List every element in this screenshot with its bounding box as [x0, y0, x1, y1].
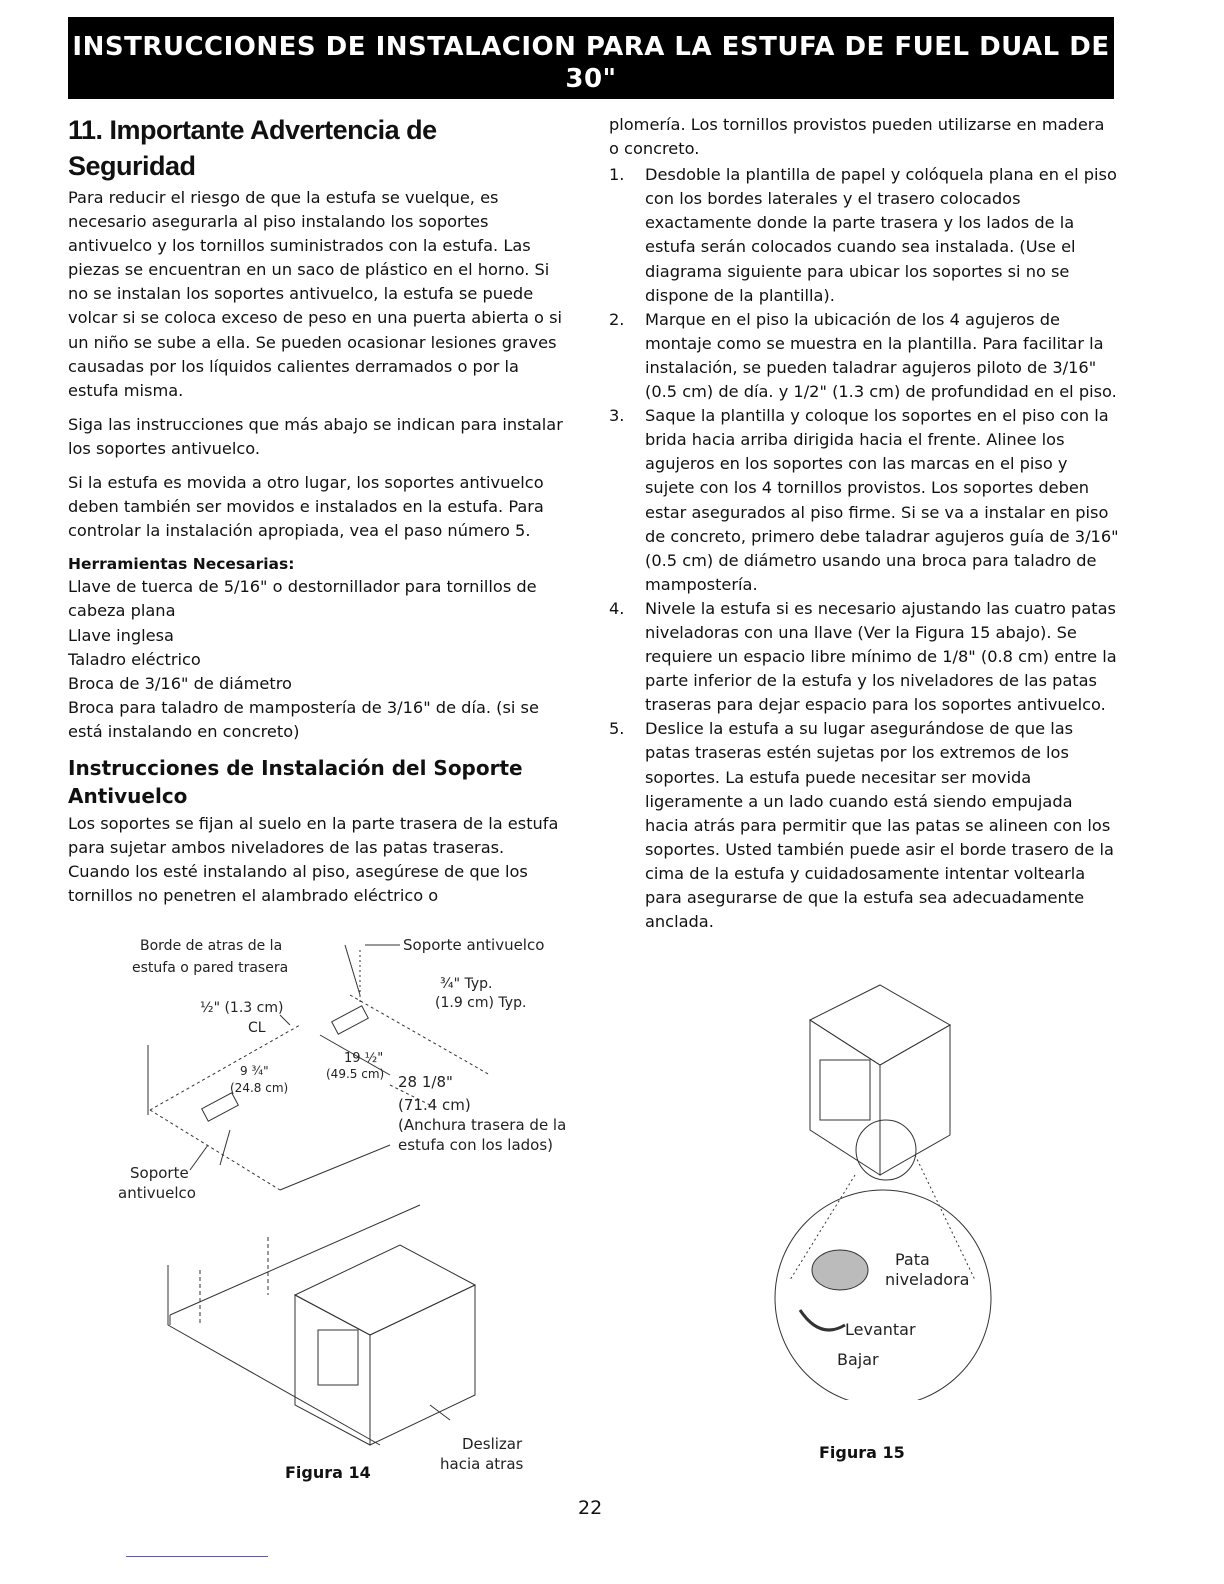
dim-label: 19 ½" [344, 1051, 384, 1066]
figure-14-label: Figura 14 [285, 1463, 371, 1482]
leader-line [220, 1130, 230, 1165]
tool-item: Broca para taladro de mampostería de 3/16" de día. (si se está instalando en concreto) [68, 697, 539, 741]
typ-label: ¾" Typ. [440, 976, 493, 992]
section-heading: 11. Importante Advertencia de Seguridad [68, 115, 437, 181]
step-text: Desdoble la plantilla de papel y colóquela plana en el piso con los bordes laterales y el trasero colocados exactamente donde la parte trasera y los lados de la estufa serán colocados cuando sea instalada. (Use el diagrama siguiente para ubicar los soportes si no se dispone de la plantilla). [645, 165, 1117, 305]
tool-item: Taladro eléctrico [68, 649, 201, 669]
dim-label: (71.4 cm) [398, 1096, 471, 1114]
tool-item: Broca de 3/16" de diámetro [68, 673, 292, 693]
header-banner [68, 17, 1114, 118]
dim-label: (24.8 cm) [230, 1081, 289, 1095]
tool-item: Llave inglesa [68, 625, 174, 645]
stove-top [810, 985, 950, 1065]
step-item [609, 404, 1119, 597]
stove-front [295, 1295, 370, 1445]
tool-item: Llave de tuerca de 5/16" o destornillador para tornillos de cabeza plana [68, 577, 537, 621]
page-number: 22 [578, 1497, 603, 1519]
oven-window [318, 1330, 358, 1385]
typ-label: (1.9 cm) Typ. [435, 995, 527, 1011]
edge-label: Borde de atras de la [140, 938, 283, 954]
step-item [609, 597, 1119, 717]
leader-line [345, 945, 360, 995]
safety-paragraph: Para reducir el riesgo de que la estufa se vuelque, es necesario asegurarla al piso instalando los soportes antivuelco y los tornillos suministrados con la estufa. Las piezas se encuentran en un saco de plástico en el horno. Si no se instalan los soportes antivuelco, la estufa se puede volcar si se coloca exceso de peso en una puerta abierta o si un niño se sube a ella. Se pueden ocasionar lesiones graves causadas por los líquidos calientes derramados o por la estufa misma. [68, 188, 563, 400]
step-text: Deslice la estufa a su lugar asegurándose de que las patas traseras estén sujetas por los extremos de los soportes. La estufa puede necesitar ser movida ligeramente a un lado cuando está siendo empujada hacia atrás para permitir que las patas se alineen con los soportes. Usted también puede asir el borde trasero de la cima de la estufa y cuidadosamente intentar voltearla para asegurarse de que la estufa sea adecuadamente anclada. [645, 719, 1114, 932]
detail-circle [775, 1190, 991, 1400]
step-text: Saque la plantilla y coloque los soportes en el piso con la brida hacia arriba dirigida hacia el frente. Alinee los agujeros en los soportes con las marcas en el piso y sujete con los 4 tornillos provistos. Los soportes deben estar asegurados al piso firme. Si se va a instalar en piso de concreto, primero debe taladrar agujeros guía de 3/16" (0.5 cm) de diámetro usando una broca para taladro de mampostería. [645, 406, 1119, 594]
figure-15-diagram [760, 980, 1000, 1400]
bracket-top [332, 1006, 369, 1034]
step-item [609, 308, 1119, 404]
step-number: 4. [609, 598, 625, 618]
stove-side [370, 1285, 475, 1445]
step-number: 2. [609, 309, 625, 329]
stove-top [295, 1245, 475, 1335]
step-item [609, 717, 1119, 934]
oven-window [820, 1060, 870, 1120]
step-number: 1. [609, 165, 625, 185]
stove-side [880, 1025, 950, 1175]
slide-arrow [430, 1405, 450, 1420]
intro-paragraph: plomería. Los tornillos provistos pueden utilizarse en madera o concreto. [609, 115, 1105, 159]
leg-label: niveladora [885, 1270, 970, 1289]
dim-label: 9 ¾" [240, 1064, 269, 1078]
step-text: Marque en el piso la ubicación de los 4 agujeros de montaje como se muestra en la plantilla. Para facilitar la instalación, se pueden taladrar agujeros piloto de 3/16" (0.5 cm) de día. y 1/2" (1.3 cm) de profundidad en el piso. [645, 309, 1117, 402]
leg-label: Pata [895, 1250, 930, 1269]
dim-line [280, 1015, 290, 1025]
lower-label: Bajar [837, 1350, 879, 1369]
edge-label: estufa o pared trasera [132, 960, 289, 976]
leveler-leg [812, 1250, 868, 1290]
relocate-paragraph: Si la estufa es movida a otro lugar, los soportes antivuelco deben también ser movidos e instalados en la estufa. Para controlar la instalación apropiada, vea el paso número 5. [68, 473, 544, 541]
plane-edge [280, 1145, 390, 1190]
step-number: 5. [609, 719, 625, 739]
step-text: Nivele la estufa si es necesario ajustando las cuatro patas niveladoras con una llave (Ver la Figura 15 abajo). Se requiere un espacio libre mínimo de 1/8" (0.8 cm) entre la parte inferior de la estufa y los niveladores de las patas traseras para dejar espacio para los soportes antivuelco. [645, 598, 1117, 715]
soporte-label: Soporte [130, 1164, 189, 1182]
dim-label: (49.5 cm) [326, 1067, 385, 1081]
width-label: estufa con los lados) [398, 1136, 554, 1154]
right-column [609, 113, 1119, 934]
raise-label: Levantar [845, 1320, 916, 1339]
centerline-label: CL [248, 1020, 266, 1036]
header-title: INSTRUCCIONES DE INSTALACION PARA LA ESTUFA DE FUEL DUAL DE 30" [72, 32, 1110, 94]
left-column [68, 112, 568, 918]
bracket-left [202, 1093, 239, 1121]
leader-line [190, 1145, 208, 1170]
slide-label: Deslizar [462, 1435, 523, 1453]
slide-label: hacia atras [440, 1455, 524, 1473]
install-paragraph: Los soportes se fijan al suelo en la parte trasera de la estufa para sujetar ambos niveladores de las patas traseras. Cuando los esté instalando al piso, asegúrese de que los tornillos no penetren el alambrado eléctrico o [68, 813, 559, 906]
steps-list [609, 163, 1119, 934]
tools-list [68, 575, 568, 744]
rotate-arrow [800, 1310, 845, 1330]
plane-edge [150, 1025, 300, 1110]
soporte-label: antivuelco [118, 1184, 196, 1202]
width-label: (Anchura trasera de la [398, 1116, 567, 1134]
header-subtitle: (Para Modelos con un Horno Eléctrico y una Estufa a Gas) [315, 98, 867, 118]
step-number: 3. [609, 406, 625, 426]
follow-paragraph: Siga las instrucciones que más abajo se indican para instalar los soportes antivuelco. [68, 414, 563, 458]
half-label: ½" (1.3 cm) [200, 1000, 284, 1016]
tools-heading: Herramientas Necesarias: [68, 555, 295, 574]
dim-label: 28 1/8" [398, 1073, 453, 1091]
figure-14-diagram [90, 925, 590, 1485]
step-item [609, 163, 1119, 308]
install-heading: Instrucciones de Instalación del Soporte Antivuelco [68, 755, 523, 808]
bracket-label: Soporte antivuelco [403, 936, 545, 954]
figure-15-label: Figura 15 [819, 1443, 905, 1462]
footer-rule [126, 1556, 268, 1557]
